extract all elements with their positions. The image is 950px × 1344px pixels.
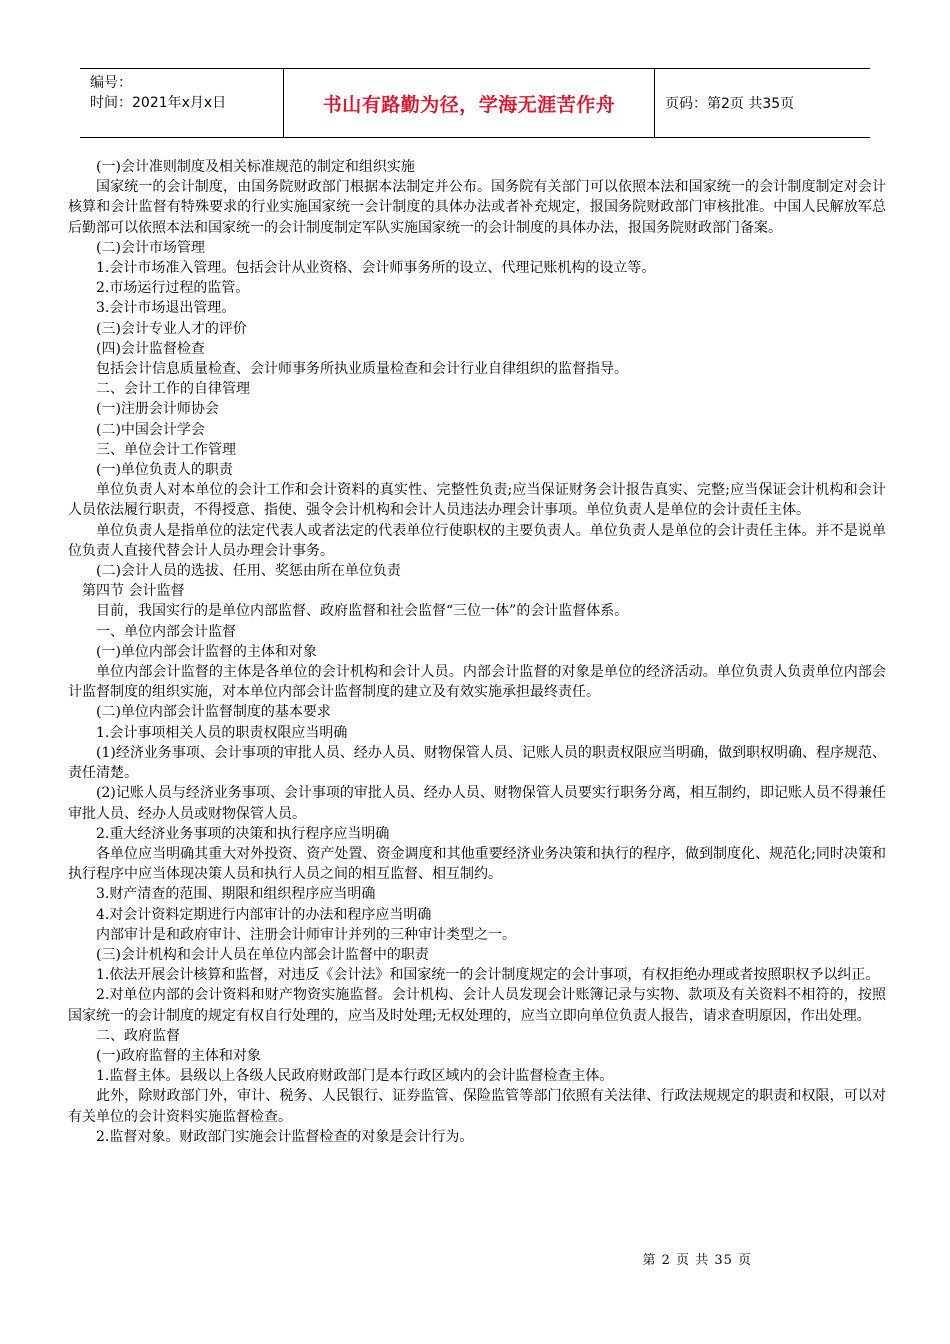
- body-paragraph: (一)会计准则制度及相关标准规范的制定和组织实施: [96, 159, 415, 175]
- page-number-label: 页码：第2页 共35页: [665, 96, 795, 112]
- body-paragraph: 包括会计信息质量检查、会计师事务所执业质量检查和会计行业自律组织的监督指导。: [96, 361, 628, 378]
- body-paragraph: 单位负责人对本单位的会计工作和会计资料的真实性、完整性负责;应当保证财务会计报告真实、完整;应当保证会计机构和会计人员依法履行职责，不得授意、指使、强令会计机构和会计人员违法办理会计事项。单位负责人是单位的会计责任主体。: [68, 482, 886, 519]
- body-paragraph: 一、单位内部会计监督: [96, 623, 236, 640]
- body-paragraph: 2.市场运行过程的监管。: [96, 280, 250, 297]
- body-paragraph: (二)中国会计学会: [96, 421, 205, 438]
- body-paragraph: 3.财产清查的范围、期限和组织程序应当明确: [96, 886, 376, 903]
- body-paragraph: (2)记账人员与经济业务事项、会计事项的审批人员、经办人员、财物保管人员要实行职务分离，相互制约，即记账人员不得兼任审批人员、经办人员或财物保管人员。: [68, 785, 886, 822]
- header-motto-cell: [284, 69, 655, 137]
- header-meta: [80, 69, 284, 137]
- body-paragraph: (二)会计人员的选拔、任用、奖惩由所在单位负责: [96, 563, 401, 580]
- body-paragraph: 二、政府监督: [96, 1027, 180, 1044]
- body-paragraph: 2.重大经济业务事项的决策和执行程序应当明确: [96, 825, 390, 842]
- body-paragraph: 单位负责人是指单位的法定代表人或者法定的代表单位行使职权的主要负责人。单位负责人是单位的会计责任主体。并不是说单位负责人直接代替会计人员办理会计事务。: [68, 522, 886, 559]
- body-paragraph: 1.会计事项相关人员的职责权限应当明确: [96, 724, 348, 741]
- body-paragraph: 2.对单位内部的会计资料和财产物资实施监督。会计机构、会计人员发现会计账簿记录与实物、款项及有关资料不相符的，按照国家统一的会计制度的规定有权自行处理的，应当及时处理;无权处理的，应当立即向单位负责人报告，请求查明原因，作出处理。: [68, 987, 886, 1024]
- body-paragraph: 3.会计市场退出管理。: [96, 300, 236, 317]
- motto-text: 书山有路勤为径，学海无涯苦作舟: [322, 93, 616, 116]
- page-header: [80, 68, 870, 138]
- body-paragraph: (一)注册会计师协会: [96, 401, 219, 418]
- body-paragraph: 二、会计工作的自律管理: [96, 381, 250, 398]
- body-paragraph: 1.会计市场准入管理。包括会计从业资格、会计师事务所的设立、代理记账机构的设立等。: [96, 260, 656, 277]
- document-number-label: 编号：: [90, 75, 132, 91]
- body-paragraph: (四)会计监督检查: [96, 340, 205, 357]
- body-paragraph: 内部审计是和政府审计、注册会计师审计并列的三种审计类型之一。: [96, 926, 516, 943]
- body-paragraph: (三)会计专业人才的评价: [96, 320, 247, 337]
- body-paragraph: (1)经济业务事项、会计事项的审批人员、经办人员、财物保管人员、记账人员的职责权限应当明确，做到职权明确、程序规范、责任清楚。: [68, 744, 886, 782]
- body-paragraph: 三、单位会计工作管理: [96, 441, 236, 458]
- body-paragraph: 4.对会计资料定期进行内部审计的办法和程序应当明确: [96, 906, 432, 923]
- body-paragraph: (一)单位内部会计监督的主体和对象: [96, 643, 317, 660]
- document-body: [68, 157, 886, 1147]
- body-paragraph: 各单位应当明确其重大对外投资、资产处置、资金调度和其他重要经济业务决策和执行的程序，做到制度化、规范化;同时决策和执行程序中应当体现决策人员和执行人员之间的相互监督、相互制约。: [68, 845, 886, 883]
- document-time-label: 时间：2021年x月x日: [90, 95, 227, 111]
- body-paragraph: 国家统一的会计制度，由国务院财政部门根据本法制定并公布。国务院有关部门可以依照本法和国家统一的会计制度制定对会计核算和会计监督有特殊要求的行业实施国家统一会计制度的具体办法或者补充规定，报国务院财政部门审核批准。中国人民解放军总后勤部可以依照本法和国家统一的会计制度制定军队实施国家统一的会计制度的具体办法，报国务院财政部门备案。: [68, 179, 886, 236]
- body-paragraph: 第四节 会计监督: [82, 583, 185, 600]
- body-paragraph: 1.监督主体。县级以上各级人民政府财政部门是本行政区域内的会计监督检查主体。: [96, 1068, 614, 1085]
- body-paragraph: 此外，除财政部门外，审计、税务、人民银行、证券监管、保险监管等部门依照有关法律、行政法规规定的职责和权限，可以对有关单位的会计资料实施监督检查。: [68, 1088, 886, 1125]
- body-paragraph: 目前，我国实行的是单位内部监督、政府监督和社会监督“三位一体”的会计监督体系。: [96, 603, 629, 620]
- body-paragraph: 单位内部会计监督的主体是各单位的会计机构和会计人员。内部会计监督的对象是单位的经济活动。单位负责人负责单位内部会计监督制度的组织实施，对本单位内部会计监督制度的建立及有效实施承担最终责任。: [68, 664, 886, 701]
- body-paragraph: (三)会计机构和会计人员在单位内部会计监督中的职责: [96, 946, 429, 963]
- body-paragraph: 1.依法开展会计核算和监督，对违反《会计法》和国家统一的会计制度规定的会计事项，有权拒绝办理或者按照职权予以纠正。: [96, 967, 880, 984]
- body-paragraph: (一)政府监督的主体和对象: [96, 1047, 261, 1064]
- body-paragraph: (二)单位内部会计监督制度的基本要求: [96, 704, 331, 721]
- body-paragraph: (二)会计市场管理: [96, 239, 205, 256]
- body-paragraph: 2.监督对象。财政部门实施会计监督检查的对象是会计行为。: [96, 1128, 474, 1145]
- header-page-cell: [655, 69, 870, 137]
- body-paragraph: (一)单位负责人的职责: [96, 462, 233, 479]
- page-footer: 第 2 页 共 35 页: [642, 1253, 752, 1268]
